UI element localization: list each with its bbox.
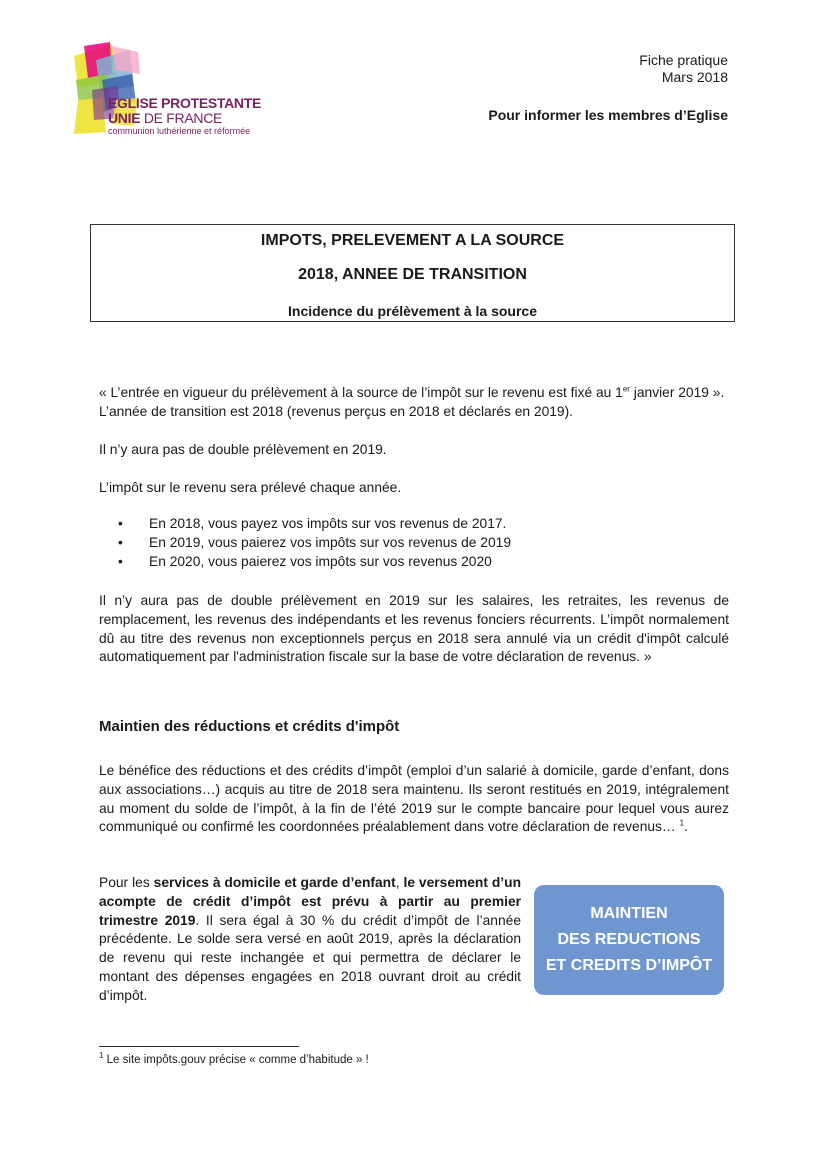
title-line-1: IMPOTS, PRELEVEMENT A LA SOURCE: [260, 232, 565, 249]
logo-tagline: communion luthérienne et réformée: [108, 126, 251, 136]
services-bold-2: le versement d’un acompte de crédit d’impôt est prévu à partir au premier trimestre 2019: [99, 875, 521, 928]
credits-text: Le bénéfice des réductions et des crédits d’impôt (emploi d’un salarié à domicile, garde d’enfant, dons aux associations…) acquis au titre de 2018 sera maintenu. Ils seront restitués en 2019, intégralement au moment du solde de l’impôt, à la fin de l’été 2019 sur le compte bancaire pour lequel vous aurez communiqué ou confirmé les coordonnées préalablement dans votre déclaration de revenus…: [99, 763, 729, 835]
logo-line-1: EGLISE PROTESTANTE: [108, 95, 262, 111]
intro-paragraph: [99, 384, 729, 422]
callout-line-2: DES REDUCTIONS: [557, 931, 701, 948]
doc-type: Fiche pratique: [639, 52, 728, 68]
list-item: • En 2018, vous payez vos impôts sur vos revenus de 2017.: [118, 515, 718, 534]
years-list: [118, 515, 718, 571]
intro-superscript: er: [622, 384, 630, 394]
footnote-ref: 1: [679, 818, 685, 828]
services-text-3: . Il sera égal à 30 % du crédit d’impôt de l’année précédente. Le solde sera versé en août 2019, après la déclaration de revenu qui reste inchangée et qui permettra de déclarer le montant des dépenses engagées en 2018 ouvrant droit au crédit d’impôt.: [99, 912, 521, 1003]
services-bold-1: services à domicile et garde d’enfant: [153, 875, 396, 890]
callout-box: [534, 885, 724, 995]
footnote-text: Le site impôts.gouv précise « comme d’habitude » !: [103, 1054, 369, 1066]
logo-line-2: [108, 111, 261, 125]
footnote-divider: [99, 1046, 299, 1047]
list-item: • En 2020, vous paierez vos impôts sur vos revenus 2020: [118, 553, 718, 572]
doc-date: Mars 2018: [661, 69, 728, 85]
intro-text-c: L’année de transition est 2018 (revenus perçus en 2018 et déclarés en 2019).: [99, 403, 574, 419]
services-text-1: Pour les: [99, 875, 154, 890]
intro-text-a: « L’entrée en vigueur du prélèvement à la source de l’impôt sur le revenu est fixé au 1: [99, 385, 623, 400]
footnote: [99, 1051, 369, 1066]
credits-paragraph: [99, 762, 729, 837]
title-box: [90, 224, 735, 322]
list-item: • En 2019, vous paierez vos impôts sur vos revenus de 2019: [118, 534, 718, 553]
title-line-2: 2018, ANNEE DE TRANSITION: [298, 266, 527, 283]
title-subtitle: Incidence du prélèvement à la source: [288, 303, 537, 319]
services-paragraph: [99, 874, 521, 1006]
callout-line-3: ET CREDITS D’IMPÔT: [545, 957, 713, 974]
no-double-levy-text: Il n’y aura pas de double prélèvement en 2019.: [99, 442, 387, 457]
double-levy-paragraph: Il n’y aura pas de double prélèvement en 2019 sur les salaires, les retraites, les revenus de remplacement, les revenus des indépendants et les revenus fonciers récurrents. L’impôt normalement dû au titre des revenus non exceptionnels perçus en 2018 sera annulé via un crédit d'impôt calculé automatiquement par l'administration fiscale sur la base de votre déclaration de revenus. »: [99, 593, 729, 665]
church-logo: [72, 40, 272, 140]
credits-text-end: .: [684, 819, 688, 835]
callout-line-1: MAINTIEN: [590, 905, 668, 922]
services-text-2: ,: [395, 875, 404, 890]
logo-wordmark: [108, 96, 261, 136]
footnote-mark: 1: [99, 1051, 104, 1061]
document-meta: [639, 52, 728, 86]
logo-line-2-bold: UNIE: [108, 110, 141, 126]
annual-levy-text: L’impôt sur le revenu sera prélevé chaque année.: [99, 480, 402, 495]
logo-line-2-rest: DE FRANCE: [143, 110, 223, 126]
section-heading: Maintien des réductions et crédits d'impôt: [99, 718, 400, 735]
intro-text-b: janvier 2019 ».: [629, 385, 725, 400]
audience-line: Pour informer les membres d’Eglise: [488, 107, 728, 123]
